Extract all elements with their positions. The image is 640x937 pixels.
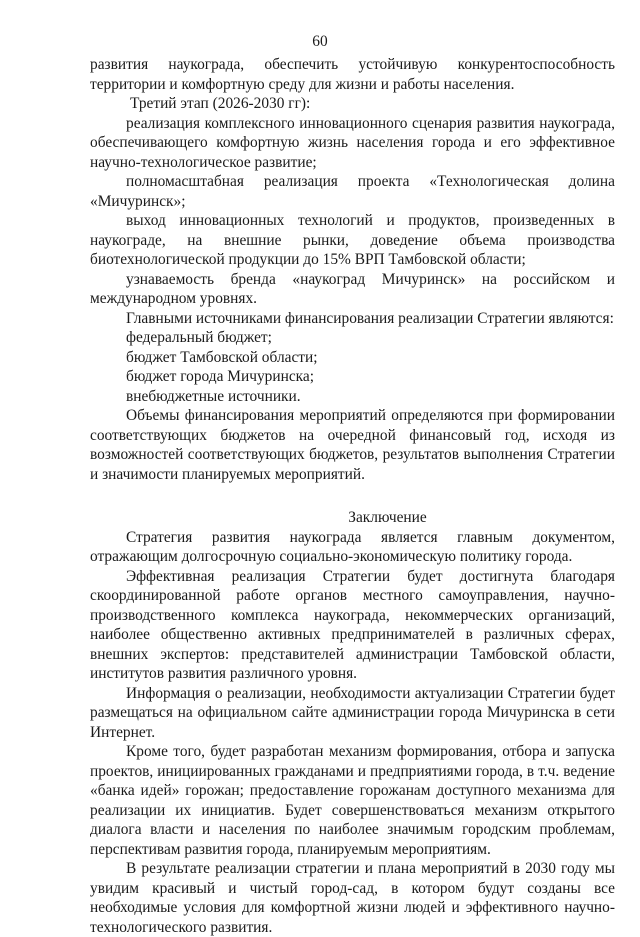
paragraph: федеральный бюджет; xyxy=(90,328,615,348)
paragraph: реализация комплексного инновационного сценария развития наукограда, обеспечивающего комфортную жизнь населения города и его эффективное научно-технологическое развитие; xyxy=(90,114,615,173)
paragraph: Эффективная реализация Стратегии будет достигнута благодаря скоординированной работе органов местного самоуправления, научно-производственного комплекса наукограда, некоммерческих организаций, наиболее общественно активных предпринимателей в различных сферах, внешних экспертов: представителей администрации Тамбовской области, институтов развития различного уровня. xyxy=(90,567,615,684)
paragraph: В результате реализации стратегии и плана мероприятий в 2030 году мы увидим красивый и чистый город-сад, в котором будут созданы все необходимые условия для комфортной жизни людей и эффективного научно-технологического развития. xyxy=(90,859,615,937)
section-conclusion xyxy=(90,528,615,937)
paragraph: бюджет города Мичуринска; xyxy=(90,367,615,387)
page-number: 60 xyxy=(0,32,640,52)
section-strategy-stages xyxy=(90,55,615,484)
paragraph: Информация о реализации, необходимости актуализации Стратегии будет размещаться на официальном сайте администрации города Мичуринска в сети Интернет. xyxy=(90,684,615,743)
paragraph: Стратегия развития наукограда является главным документом, отражающим долгосрочную социально-экономическую политику города. xyxy=(90,528,615,567)
paragraph: бюджет Тамбовской области; xyxy=(90,348,615,368)
paragraph: Объемы финансирования мероприятий определяются при формировании соответствующих бюджетов на очередной финансовый год, исходя из возможностей соответствующих бюджетов, результатов выполнения Стратегии и значимости планируемых мероприятий. xyxy=(90,406,615,484)
paragraph: Главными источниками финансирования реализации Стратегии являются: xyxy=(90,309,615,329)
paragraph: внебюджетные источники. xyxy=(90,387,615,407)
paragraph: развития наукограда, обеспечить устойчивую конкурентоспособность территории и комфортную среду для жизни и работы населения. xyxy=(90,55,615,94)
paragraph: Кроме того, будет разработан механизм формирования, отбора и запуска проектов, инициированных гражданами и предприятиями города, в т.ч. ведение «банка идей» горожан; предоставление горожанам доступного механизма для реализации их инициатив. Будет совершенствоваться механизм открытого диалога власти и населения по наиболее значимым городским проблемам, перспективам развития города, планируемым мероприятиям. xyxy=(90,742,615,859)
paragraph: полномасштабная реализация проекта «Технологическая долина «Мичуринск»; xyxy=(90,172,615,211)
paragraph: выход инновационных технологий и продуктов, произведенных в наукограде, на внешние рынки, доведение объема производства биотехнологической продукции до 15% ВРП Тамбовской области; xyxy=(90,211,615,270)
paragraph: узнаваемость бренда «наукоград Мичуринск» на российском и международном уровнях. xyxy=(90,270,615,309)
section-heading-conclusion: Заключение xyxy=(90,508,615,528)
document-body xyxy=(90,55,615,937)
paragraph: Третий этап (2026-2030 гг): xyxy=(90,94,615,114)
